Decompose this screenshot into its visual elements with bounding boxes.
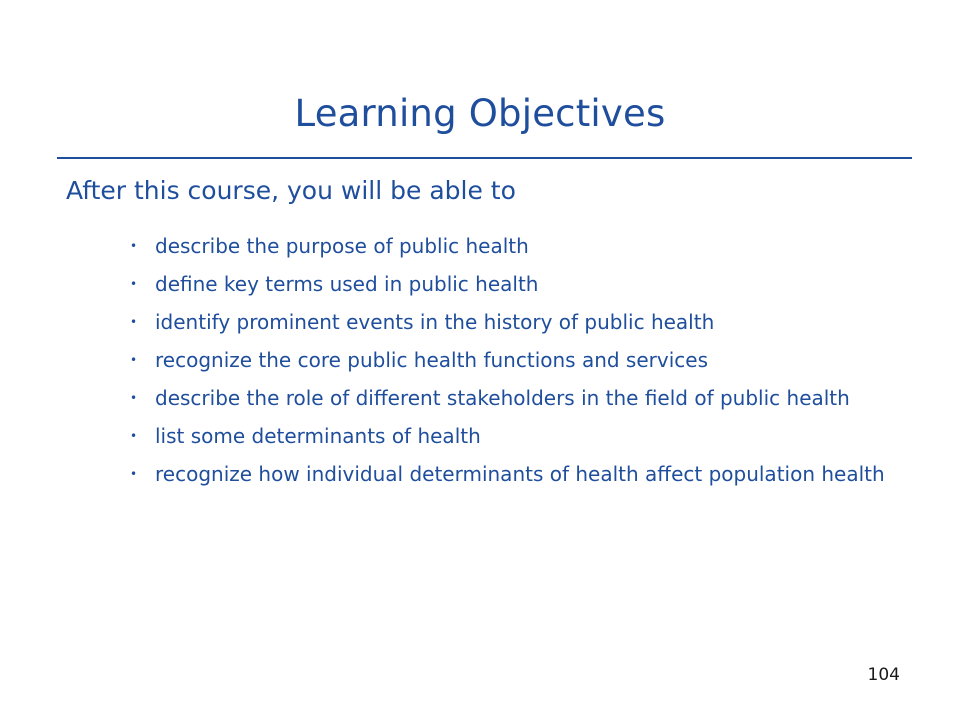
- objective-text: list some determinants of health: [155, 424, 481, 448]
- objective-item: [130, 272, 890, 296]
- objective-text: identify prominent events in the history of public health: [155, 310, 715, 334]
- bullet-icon: •: [130, 391, 138, 405]
- objective-text: describe the role of different stakeholders in the field of public health: [155, 386, 850, 410]
- slide-title: Learning Objectives: [294, 92, 666, 135]
- title-divider: [57, 157, 912, 159]
- bullet-icon: •: [130, 353, 138, 367]
- bullet-icon: •: [130, 239, 138, 253]
- objective-item: [130, 348, 890, 372]
- bullet-icon: •: [130, 429, 138, 443]
- objective-item: [130, 386, 890, 410]
- bullet-icon: •: [130, 277, 138, 291]
- objective-item: [130, 424, 890, 448]
- objective-text: recognize the core public health functions and services: [155, 348, 708, 372]
- objective-text: describe the purpose of public health: [155, 234, 529, 258]
- objective-item: [130, 462, 890, 486]
- objective-text: define key terms used in public health: [155, 272, 539, 296]
- page-number: 104: [867, 665, 900, 685]
- objective-item: [130, 310, 890, 334]
- intro-text: After this course, you will be able to: [66, 176, 516, 205]
- objective-text: recognize how individual determinants of health affect population health: [155, 462, 885, 486]
- bullet-icon: •: [130, 315, 138, 329]
- bullet-icon: •: [130, 467, 138, 481]
- objective-item: [130, 234, 890, 258]
- objectives-list: [130, 234, 890, 500]
